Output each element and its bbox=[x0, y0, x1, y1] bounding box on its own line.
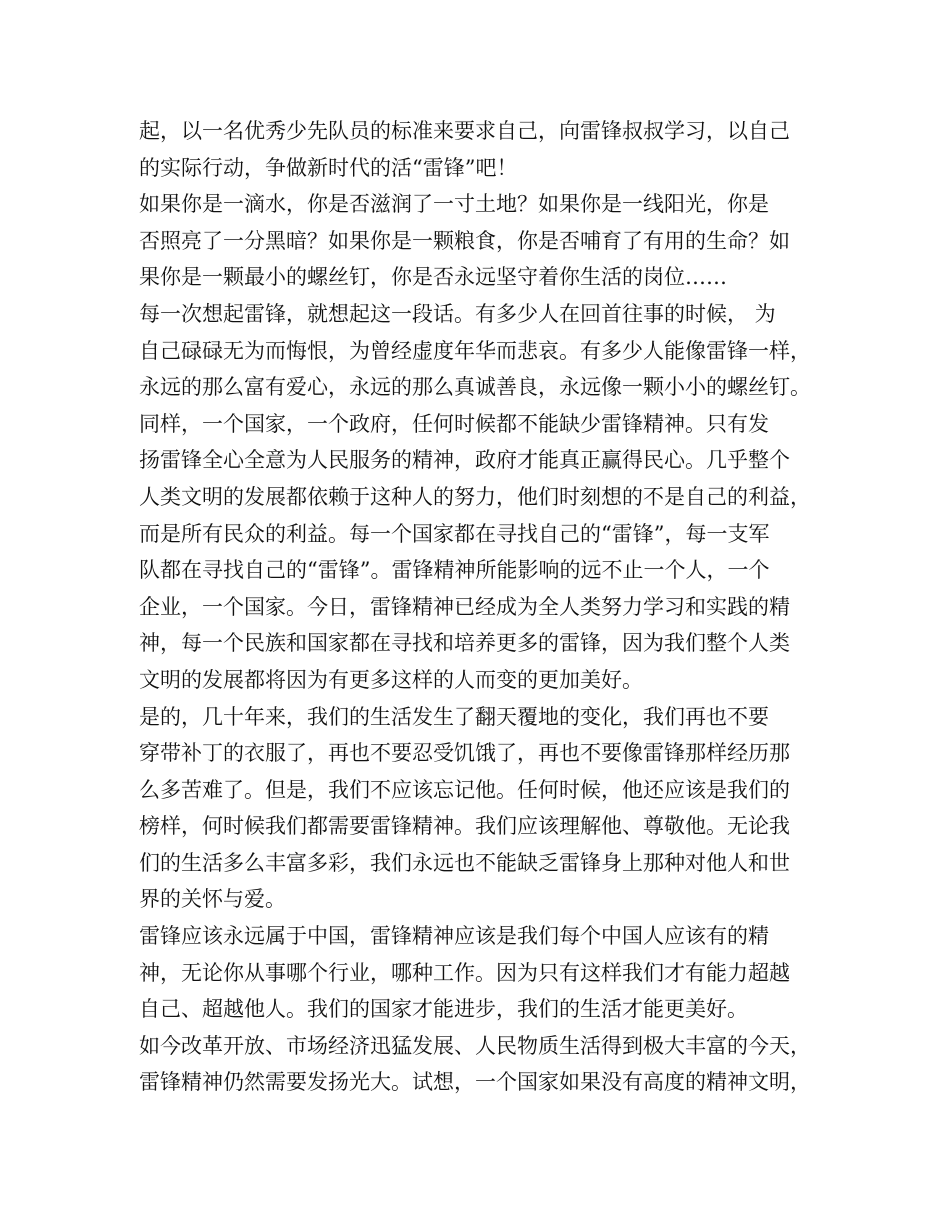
text-line: 穿带补丁的衣服了，再也不要忍受饥饿了，再也不要像雷锋那样经历那 bbox=[139, 741, 790, 766]
text-line: 起，以一名优秀少先队员的标准来要求自己，向雷锋叔叔学习，以自己 bbox=[139, 119, 790, 143]
text-line: 果你是一颗最小的螺丝钉，你是否永远坚守着你生活的岗位…… bbox=[139, 265, 727, 290]
text-line: 们的生活多么丰富多彩，我们永远也不能缺乏雷锋身上那种对他人和世 bbox=[139, 850, 790, 875]
text-line: 榜样，何时候我们都需要雷锋精神。我们应该理解他、尊敬他。无论我 bbox=[139, 814, 790, 839]
document-body bbox=[139, 113, 819, 1101]
text-line: 永远的那么富有爱心，永远的那么真诚善良，永远像一颗小小的螺丝钉。 bbox=[139, 375, 811, 400]
text-line: 否照亮了一分黑暗？如果你是一颗粮食，你是否哺育了有用的生命？如 bbox=[139, 228, 790, 253]
text-line: 如果你是一滴水，你是否滋润了一寸土地？如果你是一线阳光，你是 bbox=[139, 192, 769, 217]
text-line: 企业，一个国家。今日，雷锋精神已经成为全人类努力学习和实践的精 bbox=[139, 594, 790, 619]
text-line: 人类文明的发展都依赖于这种人的努力，他们时刻想的不是自己的利益， bbox=[139, 484, 811, 509]
text-line: 神，无论你从事哪个行业，哪种工作。因为只有这样我们才有能力超越 bbox=[139, 960, 790, 985]
text-line: 如今改革开放、市场经济迅猛发展、人民物质生活得到极大丰富的今天， bbox=[139, 1033, 811, 1058]
text-line: 每一次想起雷锋，就想起这一段话。有多少人在回首往事的时候， 为 bbox=[139, 301, 776, 326]
text-line: 雷锋精神仍然需要发扬光大。试想，一个国家如果没有高度的精神文明， bbox=[139, 1070, 811, 1095]
text-line: 文明的发展都将因为有更多这样的人而变的更加美好。 bbox=[139, 667, 643, 692]
text-line: 自己、超越他人。我们的国家才能进步，我们的生活才能更美好。 bbox=[139, 997, 748, 1022]
text-line: 而是所有民众的利益。每一个国家都在寻找自己的“雷锋”，每一支军 bbox=[139, 521, 770, 546]
text-line: 界的关怀与爱。 bbox=[139, 887, 286, 912]
text-line: 神，每一个民族和国家都在寻找和培养更多的雷锋，因为我们整个人类 bbox=[139, 631, 790, 656]
text-line: 同样，一个国家，一个政府，任何时候都不能缺少雷锋精神。只有发 bbox=[139, 411, 769, 436]
text-line: 的实际行动，争做新时代的活“雷锋”吧！ bbox=[139, 155, 518, 180]
text-line: 扬雷锋全心全意为人民服务的精神，政府才能真正赢得民心。几乎整个 bbox=[139, 448, 790, 473]
text-line: 雷锋应该永远属于中国，雷锋精神应该是我们每个中国人应该有的精 bbox=[139, 924, 769, 949]
text-line: 自己碌碌无为而悔恨，为曾经虚度年华而悲哀。有多少人能像雷锋一样， bbox=[139, 338, 811, 363]
text-line: 是的，几十年来，我们的生活发生了翻天覆地的变化，我们再也不要 bbox=[139, 704, 769, 729]
text-line: 么多苦难了。但是，我们不应该忘记他。任何时候，他还应该是我们的 bbox=[139, 777, 790, 802]
text-line: 队都在寻找自己的“雷锋”。雷锋精神所能影响的远不止一个人，一个 bbox=[139, 558, 770, 583]
